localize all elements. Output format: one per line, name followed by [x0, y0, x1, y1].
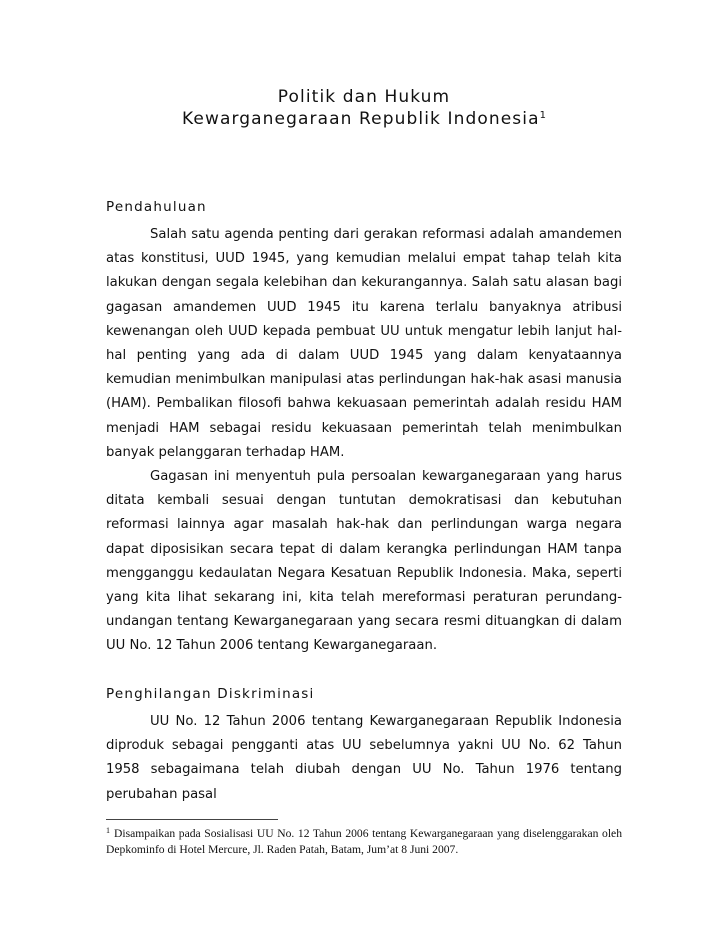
- title-line-1: Politik dan Hukum: [277, 87, 451, 107]
- footnote-marker: 1: [106, 826, 110, 835]
- title-line-2: [0, 108, 728, 130]
- paragraph-penghilangan-1: UU No. 12 Tahun 2006 tentang Kewarganegaraan Republik Indonesia diproduk sebagai pengganti atas UU sebelumnya yakni UU No. 62 Tahun 1958 sebagaimana telah diubah dengan UU No. Tahun 1976 tentang perubahan pasal: [106, 714, 622, 802]
- section-heading-penghilangan-diskriminasi: Penghilangan Diskriminasi: [106, 686, 315, 702]
- document-title: [0, 86, 728, 130]
- paragraph-pendahuluan-1: Salah satu agenda penting dari gerakan reformasi adalah amandemen atas konstitusi, UUD 1945, yang kemudian melalui empat tahap telah kita lakukan dengan segala kelebihan dan kekurangannya. Salah satu alasan bagi gagasan amandemen UUD 1945 itu karena terlalu banyaknya atribusi kewenangan oleh UUD kepada pembuat UU untuk mengatur lebih lanjut hal-hal penting yang ada di dalam UUD 1945 yang dalam kenyataannya kemudian menimbulkan manipulasi atas perlindungan hak-hak asasi manusia (HAM). Pembalikan filosofi bahwa kekuasaan pemerintah adalah residu HAM menjadi HAM sebagai residu kekuasaan pemerintah telah menimbulkan banyak pelanggaran terhadap HAM.: [106, 227, 622, 460]
- paragraph-pendahuluan-2: Gagasan ini menyentuh pula persoalan kewarganegaraan yang harus ditata kembali sesuai dengan tuntutan demokratisasi dan kebutuhan reformasi lainnya agar masalah hak-hak dan perlindungan warga negara dapat diposisikan secara tepat di dalam kerangka perlindungan HAM tanpa mengganggu kedaulatan Negara Kesatuan Republik Indonesia. Maka, seperti yang kita lihat sekarang ini, kita telah mereformasi peraturan perundang-undangan tentang Kewarganegaraan yang secara resmi dituangkan di dalam UU No. 12 Tahun 2006 tentang Kewarganegaraan.: [106, 469, 622, 654]
- footnote-separator: [106, 819, 278, 820]
- title-footnote-marker[interactable]: 1: [539, 110, 546, 121]
- section-heading-pendahuluan: Pendahuluan: [106, 199, 207, 215]
- footnote-text: Disampaikan pada Sosialisasi UU No. 12 Tahun 2006 tentang Kewarganegaraan yang diselenggarakan oleh Depkominfo di Hotel Mercure, Jl. Raden Patah, Batam, Jum’at 8 Juni 2007.: [106, 827, 622, 856]
- title-line-2-text: Kewarganegaraan Republik Indonesia: [182, 109, 540, 129]
- footnote: [106, 826, 622, 858]
